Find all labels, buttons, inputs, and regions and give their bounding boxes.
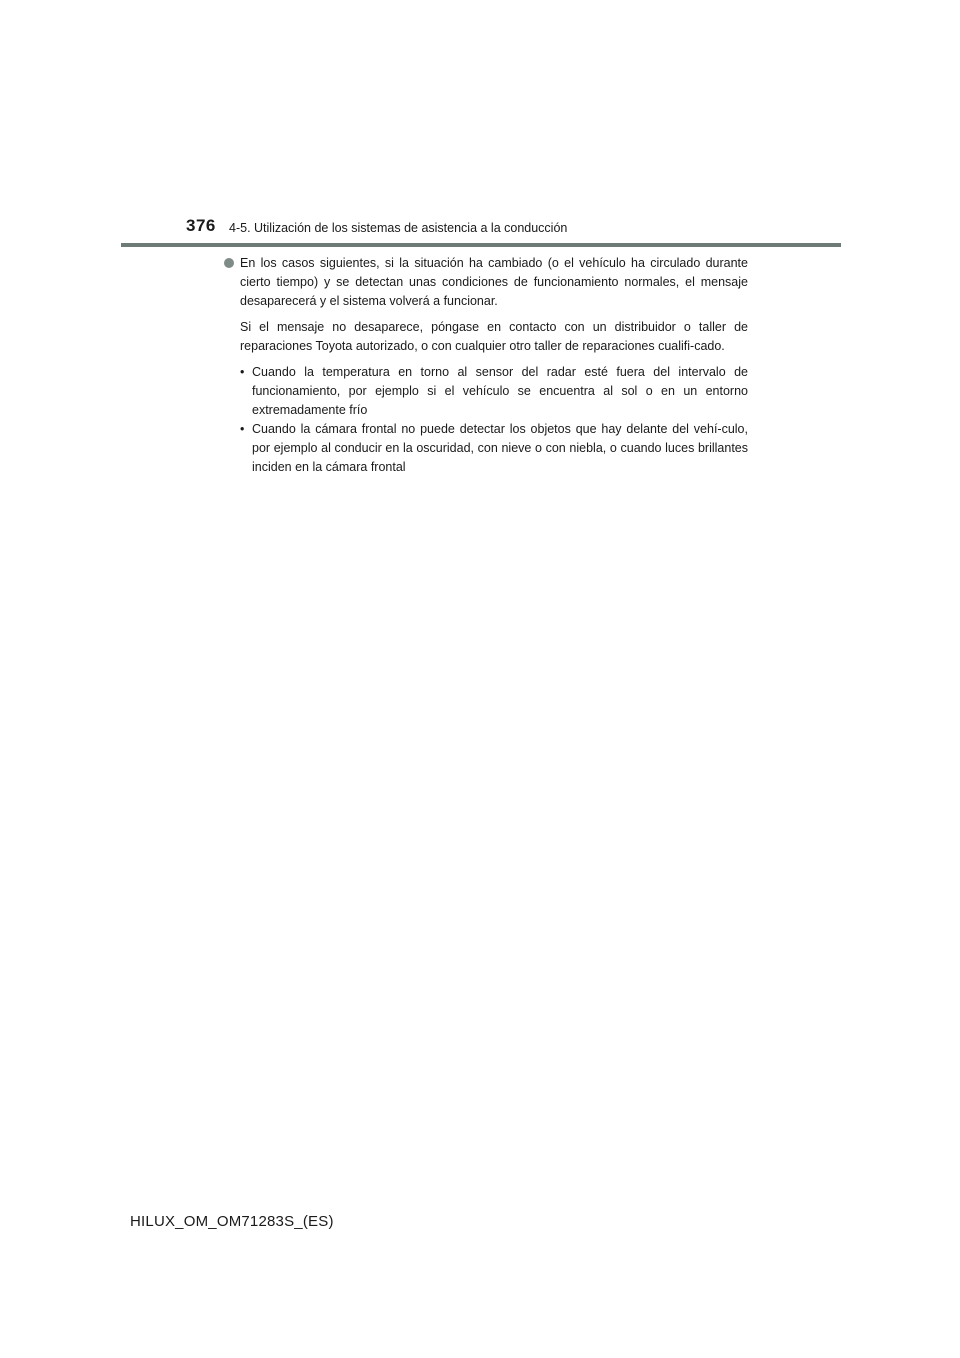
section-title: 4-5. Utilización de los sistemas de asistencia a la conducción [229, 221, 568, 235]
list-marker: • [240, 422, 245, 436]
document-code: HILUX_OM_OM71283S_(ES) [130, 1213, 334, 1230]
list-item [240, 420, 748, 477]
bullet-item [224, 254, 748, 311]
header-rule [121, 243, 841, 247]
list-item-text: Cuando la cámara frontal no puede detectar los objetos que hay delante del vehí-culo, por ejemplo al conducir en la oscuridad, con nieve o con niebla, o cuando luces brillantes inciden en la cámara frontal [252, 422, 748, 474]
list-marker: • [240, 365, 245, 379]
bullet-text: En los casos siguientes, si la situación ha cambiado (o el vehículo ha circulado durante cierto tiempo) y se detectan unas condiciones de funcionamiento normales, el mensaje desaparecerá y el sistema volverá a funcionar. [240, 256, 748, 308]
bullet-block [224, 254, 748, 477]
bullet-dot-icon [224, 258, 234, 268]
page-number: 376 [186, 216, 216, 235]
list-item-text: Cuando la temperatura en torno al sensor del radar esté fuera del intervalo de funcionamiento, por ejemplo si el vehículo se encuentra al sol o en un entorno extremadamente frío [252, 365, 748, 417]
note-paragraph: Si el mensaje no desaparece, póngase en contacto con un distribuidor o taller de reparaciones Toyota autorizado, o con cualquier otro taller de reparaciones cualifi-cado. [240, 320, 748, 353]
list-item [240, 363, 748, 420]
condition-list [224, 363, 748, 477]
